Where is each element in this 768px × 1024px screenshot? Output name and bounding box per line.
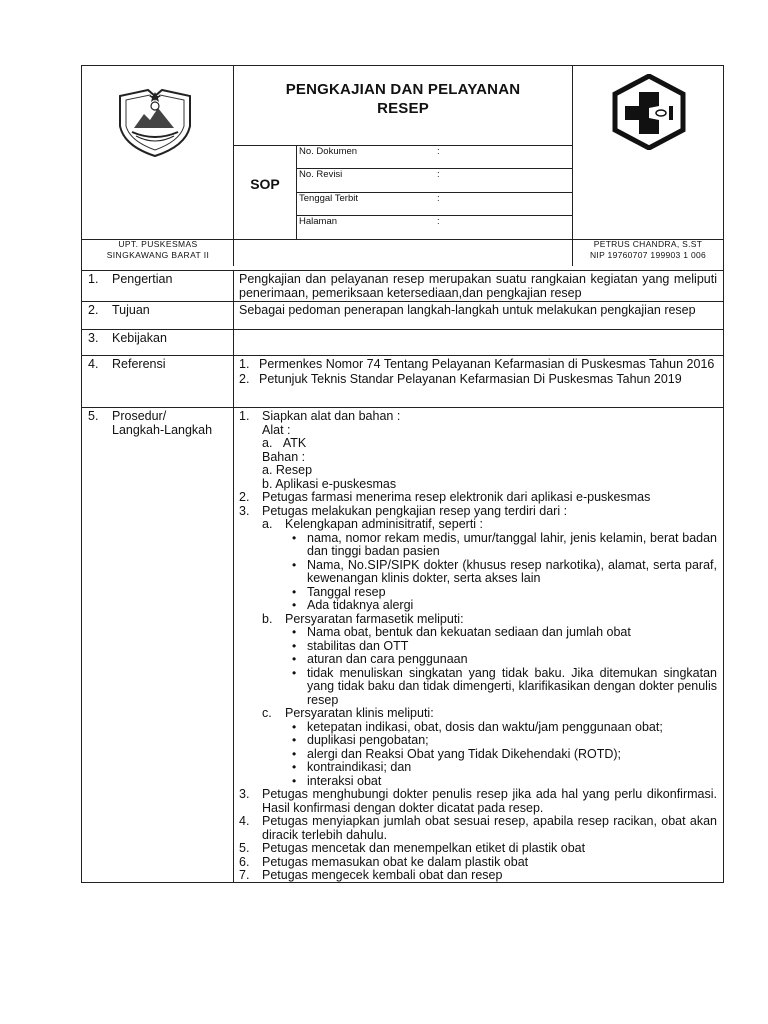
organization-line-2: SINGKAWANG BARAT II (106, 250, 210, 260)
title-line-2: RESEP (377, 100, 429, 117)
step-3: 3. Petugas melakukan pengkajian resep yang terdiri dari : a. Kelengkapan adminisitratif, seperti : • nama, nomor rekam medis, umur/tanggal lahir, jenis kelamin, berat badan dan tinggi badan pasien • Nama, No.SIP/SIPK dokter (khusus resep narkotika), alamat, serta paraf, kewenangan klinis dokter, serta akses lain • Tanggal resep • Ada tidaknya alergi b. Persyaratan farmasetik meliputi: • Nama obat, bentuk dan kekuatan sediaan dan jumlah obat • stabilitas dan OTT • aturan dan cara penggunaan • tidak menuliskan singkatan yang tidak baku. Jika ditemukan singkatan yang tidak baku dan tidak dimengerti, klarifikasikan dengan dokter penulis resep c. Persyaratan klinis meliputi: • ketepatan indikasi, obat, dosis dan waktu/jam penggunaan obat; • duplikasi pengobatan; • alergi dan Reaksi Obat yang Tidak Dikehendaki (ROTD); • kontraindikasi; dan • interaksi obat (239, 505, 717, 789)
list-item: • Ada tidaknya alergi (307, 599, 717, 613)
section-references (82, 355, 723, 407)
step-2: 2. Petugas farmasi menerima resep elektronik dari aplikasi e-puskesmas (239, 490, 651, 504)
doc-field-separator: : (437, 193, 440, 204)
section-procedure (82, 407, 723, 883)
section-label: 1. Pengertian (88, 272, 173, 286)
reference-list (239, 358, 717, 386)
list-item: • ketepatan indikasi, obat, dosis dan waktu/jam penggunaan obat; (307, 721, 717, 735)
list-item: • interaksi obat (307, 775, 717, 789)
list-item: 2. Petunjuk Teknis Standar Pelayanan Kefarmasian Di Puskesmas Tahun 2019 (239, 371, 682, 386)
section-policy (82, 329, 723, 355)
doc-field-separator: : (437, 146, 440, 157)
step-5: 5. Petugas mencetak dan menempelkan etiket di plastik obat (239, 841, 586, 855)
regional-emblem-icon (114, 86, 196, 158)
section-label: 4. Referensi (88, 357, 166, 371)
doc-field-label: Halaman (299, 216, 338, 227)
doc-field-label: No. Dokumen (299, 146, 358, 157)
doc-field-separator: : (437, 169, 440, 180)
section-text: Pengkajian dan pelayanan resep merupakan suatu rangkaian kegiatan yang meliputi penerimaan, pemeriksaan ketersediaan,dan pengkajian resep (239, 272, 717, 300)
doc-field-page (299, 216, 440, 227)
bullet-list (285, 626, 717, 707)
list-item: • stabilitas dan OTT (307, 640, 717, 654)
doc-field-revision (299, 169, 440, 180)
step-4: 4. Petugas menyiapkan jumlah obat sesuai resep, apabila resep racikan, obat akan diracik terlebih dahulu. (239, 814, 717, 842)
list-item: • duplikasi pengobatan; (307, 734, 717, 748)
step-1: 1. Siapkan alat dan bahan : Alat : a. ATK Bahan : a. Resep b. Aplikasi e-puskesmas (239, 409, 401, 491)
list-item: 1. Permenkes Nomor 74 Tentang Pelayanan Kefarmasian di Puskesmas Tahun 2016 (239, 357, 715, 371)
bullet-list (285, 721, 717, 789)
document-title (234, 80, 572, 118)
title-line-1: PENGKAJIAN DAN PELAYANAN (285, 81, 521, 98)
doc-field-issue-date (299, 193, 440, 204)
bullet-list (285, 532, 717, 613)
step-7: 7. Petugas mengecek kembali obat dan resep (239, 868, 503, 882)
procedure-steps (239, 410, 717, 883)
section-text: Sebagai pedoman penerapan langkah-langkah untuk melakukan pengkajian resep (239, 303, 696, 317)
substep-b: b. Persyaratan farmasetik meliputi: • Nama obat, bentuk dan kekuatan sediaan dan jumlah obat • stabilitas dan OTT • aturan dan cara penggunaan • tidak menuliskan singkatan yang tidak baku. Jika ditemukan singkatan yang tidak baku dan tidak dimengerti, klarifikasikan dengan dokter penulis resep (262, 613, 717, 708)
organization-name (82, 239, 234, 261)
section-purpose (82, 301, 723, 329)
approver-nip: NIP 19760707 199903 1 006 (589, 250, 707, 260)
sop-label: SOP (250, 176, 280, 192)
list-item: • kontraindikasi; dan (307, 761, 717, 775)
health-center-logo-icon (609, 74, 689, 150)
section-definition (82, 270, 723, 301)
doc-field-number (299, 146, 440, 157)
list-item: • Tanggal resep (307, 586, 717, 600)
list-item: • alergi dan Reaksi Obat yang Tidak Dikehendaki (ROTD); (307, 748, 717, 762)
step-3-confirm: 3. Petugas menghubungi dokter penulis resep jika ada hal yang perlu dikonfirmasi. Hasil konfirmasi dengan dokter dicatat pada resep. (239, 787, 717, 815)
step-6: 6. Petugas memasukan obat ke dalam plastik obat (239, 854, 529, 869)
substep-c: c. Persyaratan klinis meliputi: • ketepatan indikasi, obat, dosis dan waktu/jam penggunaan obat; • duplikasi pengobatan; • alergi dan Reaksi Obat yang Tidak Dikehendaki (ROTD); • kontraindikasi; dan • interaksi obat (262, 707, 717, 788)
approver-info (573, 239, 723, 261)
organization-line-1: UPT. PUSKESMAS (118, 239, 198, 249)
document-header (82, 66, 723, 266)
doc-field-label: Tenggal Terbit (299, 193, 358, 204)
list-item: • Nama obat, bentuk dan kekuatan sediaan dan jumlah obat (307, 626, 717, 640)
doc-field-separator: : (437, 216, 440, 227)
section-label: 2. Tujuan (88, 303, 150, 317)
section-label: 3. Kebijakan (88, 331, 167, 345)
list-item: • aturan dan cara penggunaan (307, 653, 717, 667)
sop-document (81, 65, 724, 883)
section-label: 5. Prosedur/ Langkah-Langkah (88, 409, 213, 437)
list-item: • tidak menuliskan singkatan yang tidak baku. Jika ditemukan singkatan yang tidak baku dan tidak dimengerti, klarifikasikan dengan dokter penulis resep (307, 667, 717, 708)
list-item: • nama, nomor rekam medis, umur/tanggal lahir, jenis kelamin, berat badan dan tinggi badan pasien (307, 532, 717, 559)
approver-name: PETRUS CHANDRA, S.ST (593, 239, 703, 249)
substep-a: a. Kelengkapan adminisitratif, seperti : • nama, nomor rekam medis, umur/tanggal lahir, jenis kelamin, berat badan dan tinggi badan pasien • Nama, No.SIP/SIPK dokter (khusus resep narkotika), alamat, serta paraf, kewenangan klinis dokter, serta akses lain • Tanggal resep • Ada tidaknya alergi (262, 518, 717, 613)
list-item: • Nama, No.SIP/SIPK dokter (khusus resep narkotika), alamat, serta paraf, kewenangan klinis dokter, serta akses lain (307, 559, 717, 586)
doc-field-label: No. Revisi (299, 169, 343, 180)
